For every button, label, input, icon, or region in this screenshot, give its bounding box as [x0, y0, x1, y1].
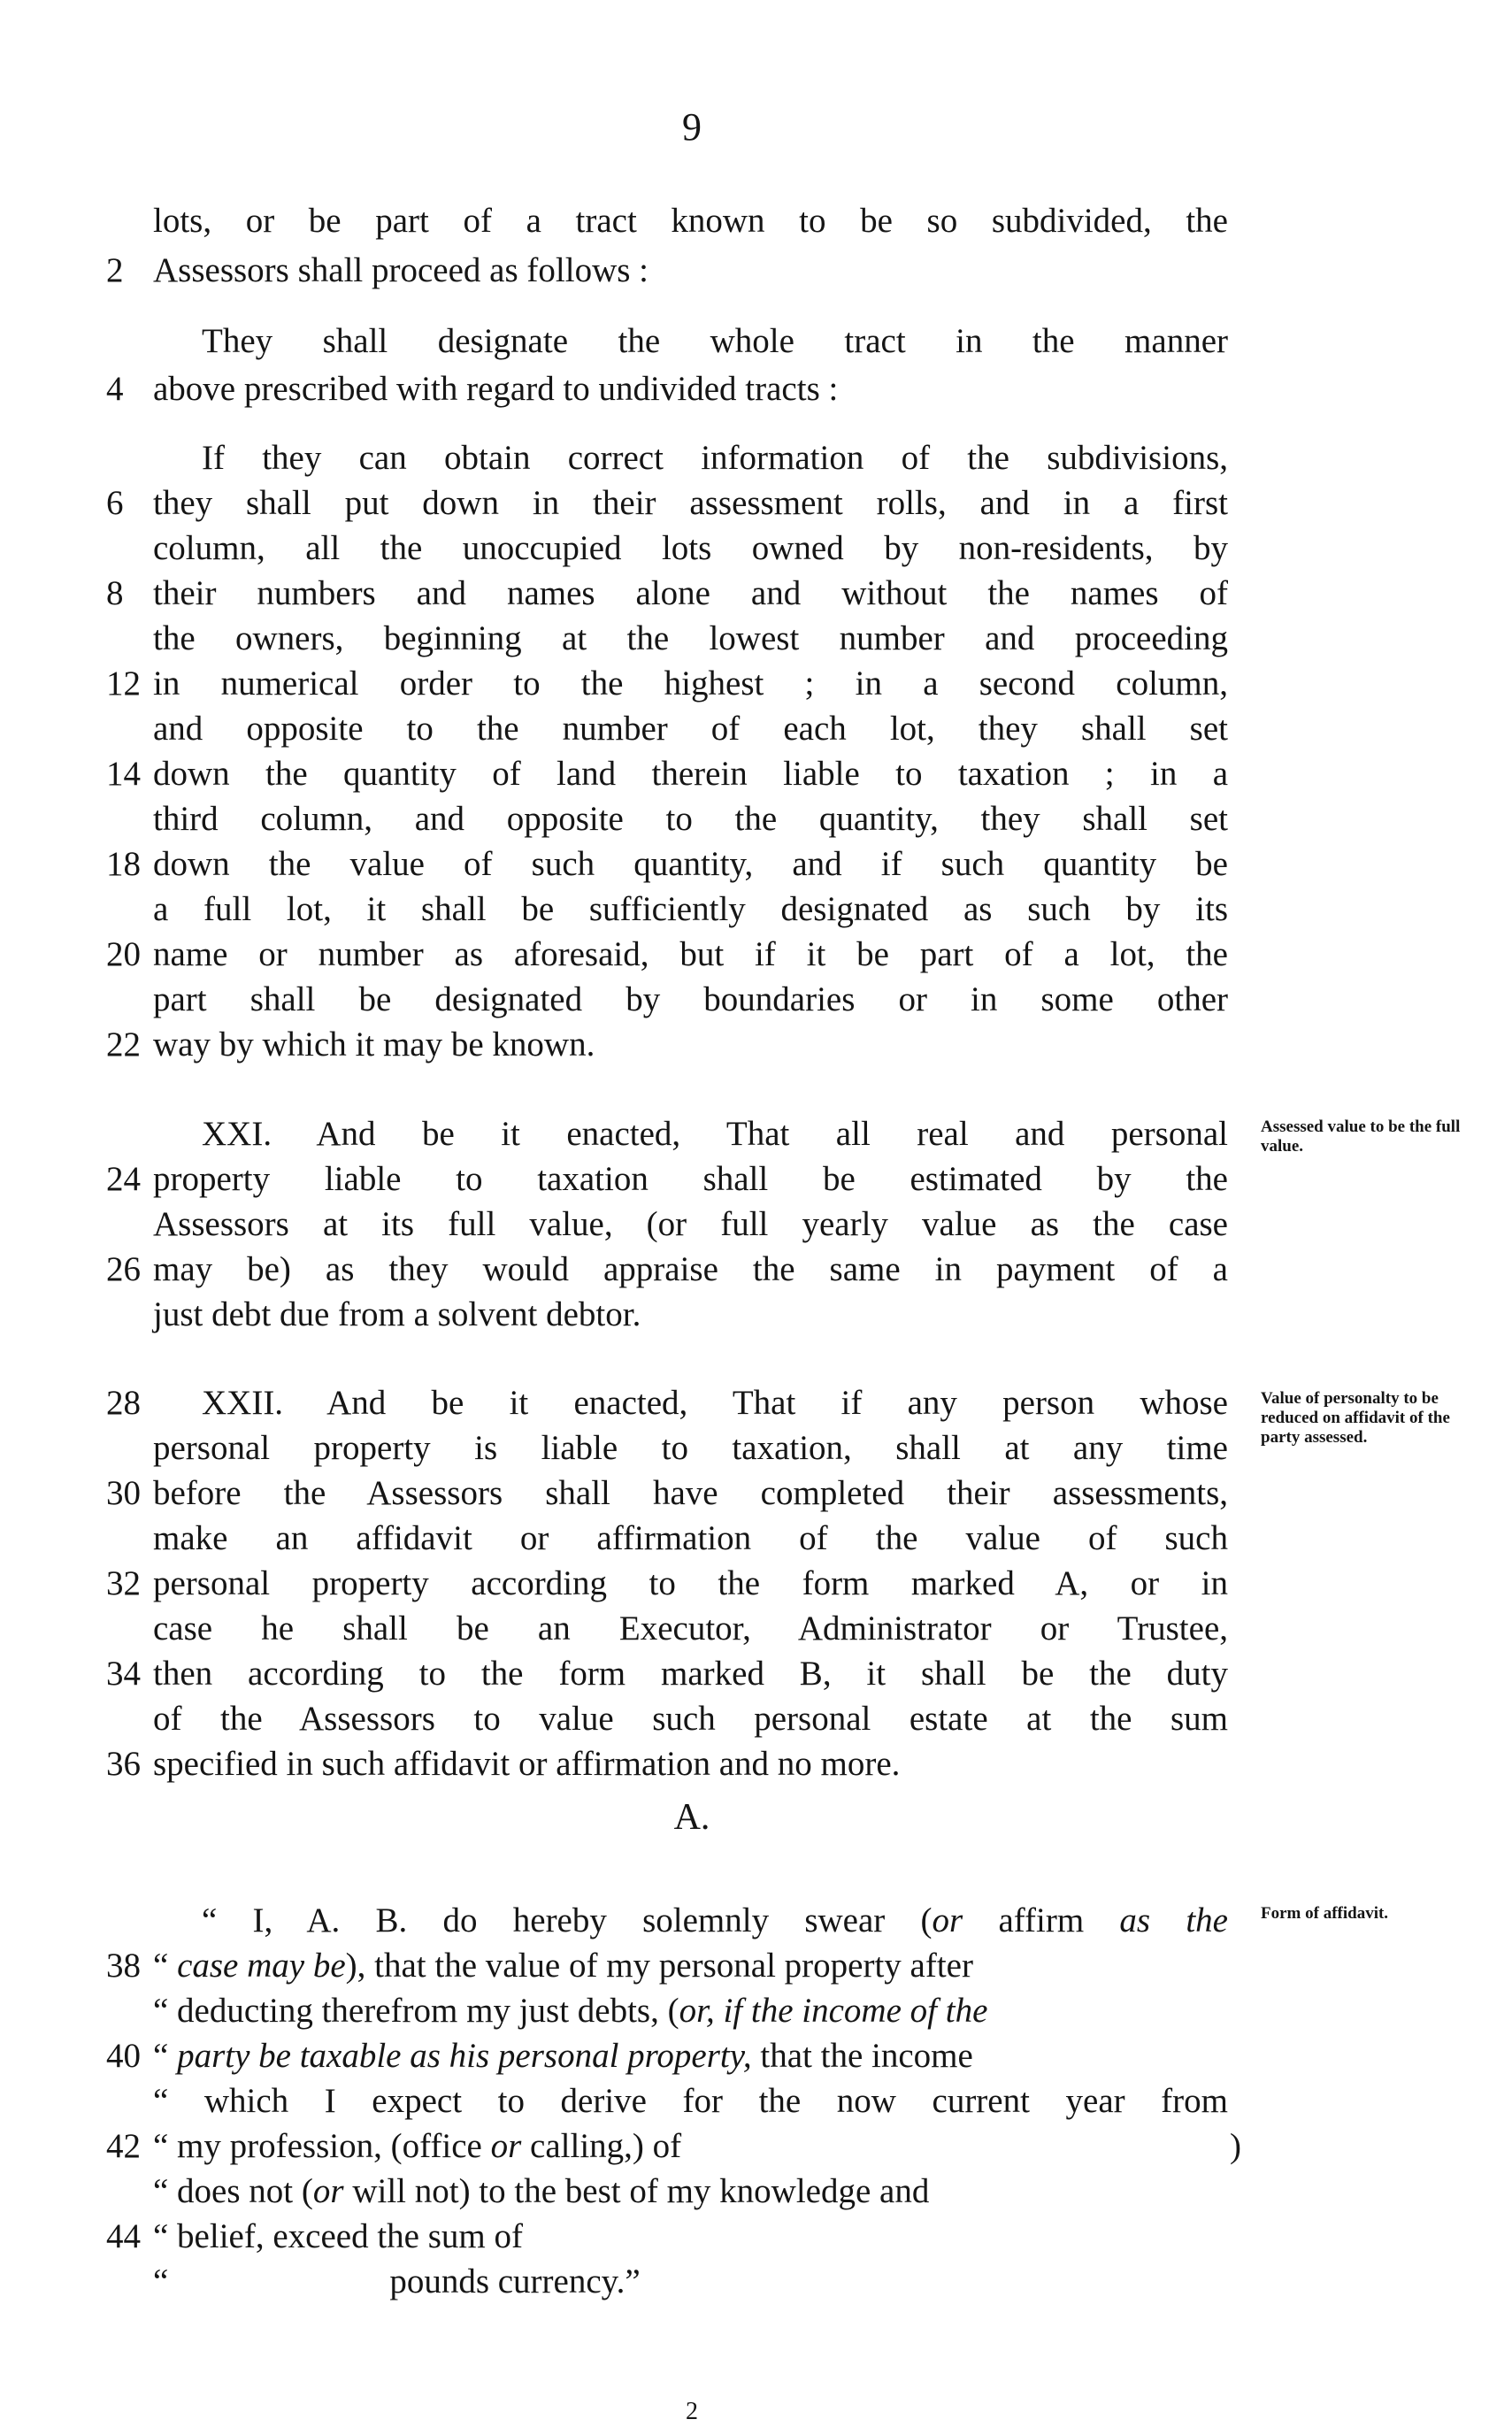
text-line: 4 above prescribed with regard to undivided tracts :	[106, 370, 839, 408]
form-line: “ which I expect to derive for the now current year from	[153, 2082, 1228, 2120]
form-line: “ I, A. B. do hereby solemnly swear (or affirm as the	[202, 1901, 1228, 1939]
text-line: 34 then according to the form marked B, it shall be the duty	[106, 1655, 1228, 1693]
margin-note-form-affidavit: Form of affidavit.	[1261, 1904, 1389, 1923]
form-line: “ does not (or will not) to the best of my knowledge and	[153, 2172, 930, 2210]
text-line: 2 Assessors shall proceed as follows :	[106, 251, 649, 289]
text-line: 12 in numerical order to the highest ; in a second column,	[106, 664, 1228, 703]
text-line: column, all the unoccupied lots owned by non-residents, by	[153, 529, 1228, 567]
text-line: case he shall be an Executor, Administrator or Trustee,	[153, 1609, 1228, 1647]
form-line: “ deducting therefrom my just debts, (or, if the income of the	[153, 1992, 988, 2030]
text-line: just debt due from a solvent debtor.	[153, 1295, 641, 1333]
text-line: They shall designate the whole tract in the manner	[202, 322, 1228, 360]
text-line: If they can obtain correct information of the subdivisions,	[202, 439, 1228, 477]
text-line: lots, or be part of a tract known to be so subdivided, the	[153, 202, 1228, 240]
text-line: 8 their numbers and names alone and without the names of	[106, 574, 1228, 612]
form-line: “ pounds currency.”	[153, 2262, 641, 2300]
form-a-heading: A.	[673, 1797, 710, 1838]
margin-note-personalty: Value of personalty to be reduced on affidavit of the party assessed.	[1261, 1389, 1450, 1447]
text-line: 14 down the quantity of land therein liable to taxation ; in a	[106, 755, 1228, 793]
section-xxi-line: XXI. And be it enacted, That all real and personal	[202, 1115, 1228, 1153]
text-line: 22 way by which it may be known.	[106, 1025, 595, 1064]
text-line: make an affidavit or affirmation of the value of such	[153, 1519, 1228, 1557]
text-line: 18 down the value of such quantity, and if such quantity be	[106, 845, 1228, 883]
text-line: Assessors at its full value, (or full yearly value as the case	[153, 1205, 1228, 1243]
margin-note-assessed-value: Assessed value to be the full value.	[1261, 1117, 1461, 1156]
text-line: 6 they shall put down in their assessment rolls, and in a first	[106, 484, 1228, 522]
text-line: personal property is liable to taxation, shall at any time	[153, 1429, 1228, 1467]
text-line: part shall be designated by boundaries or in some other	[153, 980, 1228, 1018]
text-line: 30 before the Assessors shall have completed their assessments,	[106, 1474, 1228, 1512]
text-line: and opposite to the number of each lot, they shall set	[153, 710, 1228, 748]
text-line: 20 name or number as aforesaid, but if it be part of a lot, the	[106, 935, 1228, 973]
text-line: 24 property liable to taxation shall be estimated by the	[106, 1160, 1228, 1198]
form-line: 40 “ party be taxable as his personal property, that the income	[106, 2037, 973, 2075]
text-line: 32 personal property according to the form marked A, or in	[106, 1564, 1228, 1602]
text-line: 36 specified in such affidavit or affirmation and no more.	[106, 1745, 901, 1783]
text-line: third column, and opposite to the quantity, they shall set	[153, 800, 1228, 838]
signature-mark: 2	[686, 2398, 698, 2425]
form-line: 42 “ my profession, (office or calling,) of )	[106, 2127, 1241, 2165]
page-number: 9	[682, 105, 702, 149]
text-line: 26 may be) as they would appraise the same in payment of a	[106, 1250, 1228, 1288]
text-line: the owners, beginning at the lowest number and proceeding	[153, 619, 1228, 657]
section-xxii-line: 28 XXII. And be it enacted, That if any person whose	[106, 1384, 1228, 1422]
text-line: of the Assessors to value such personal estate at the sum	[153, 1700, 1228, 1738]
text-line: a full lot, it shall be sufficiently designated as such by its	[153, 890, 1228, 928]
form-line: 44 “ belief, exceed the sum of	[106, 2217, 523, 2255]
form-line: 38 “ case may be), that the value of my personal property after	[106, 1947, 973, 1985]
